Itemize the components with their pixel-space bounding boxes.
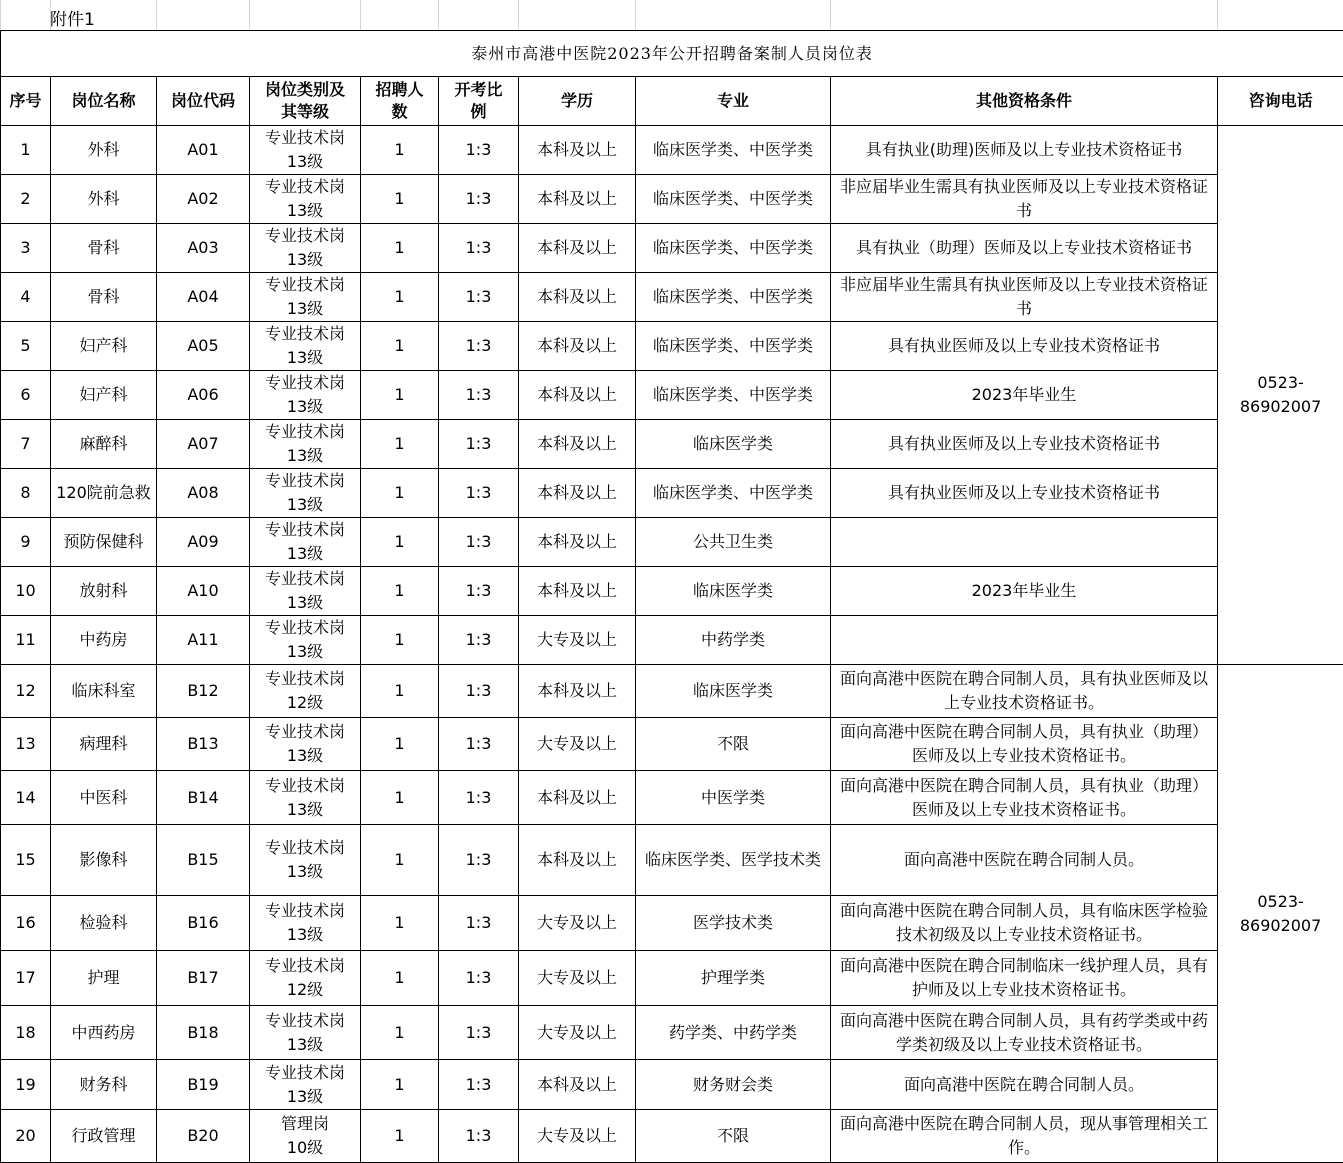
table-row [1,518,1343,567]
row-hires: 1 [361,896,439,951]
table-row [1,1006,1343,1060]
row-post-category-type: 专业技术岗 [265,838,345,857]
title-row [1,31,1343,77]
row-other-requirements [831,518,1218,567]
row-hires: 1 [361,718,439,771]
row-post-category-level: 13级 [287,1087,323,1106]
row-post-code: A01 [157,126,250,175]
table-row [1,1060,1343,1110]
row-post-category [250,665,361,718]
row-seq: 10 [1,567,51,616]
row-education: 本科及以上 [519,567,636,616]
row-ratio: 1:3 [439,1006,519,1060]
table-row [1,771,1343,825]
row-hires: 1 [361,224,439,273]
row-seq: 9 [1,518,51,567]
row-post-code: B19 [157,1060,250,1110]
row-post-code: B12 [157,665,250,718]
row-other-requirements: 非应届毕业生需具有执业医师及以上专业技术资格证书 [831,175,1218,224]
row-hires: 1 [361,1110,439,1163]
row-education: 本科及以上 [519,371,636,420]
row-post-category-level: 10级 [287,1138,323,1157]
row-post-code: A06 [157,371,250,420]
row-other-requirements: 面向高港中医院在聘合同制人员，具有药学类或中药学类初级及以上专业技术资格证书。 [831,1006,1218,1060]
row-post-category-level: 13级 [287,593,323,612]
row-post-category-type: 专业技术岗 [265,275,345,294]
row-hires: 1 [361,175,439,224]
row-seq: 20 [1,1110,51,1163]
row-hires: 1 [361,1060,439,1110]
row-other-requirements: 面向高港中医院在聘合同制人员，具有执业（助理）医师及以上专业技术资格证书。 [831,771,1218,825]
row-seq: 13 [1,718,51,771]
row-post-code: B13 [157,718,250,771]
row-post-category-type: 专业技术岗 [265,901,345,920]
spreadsheet-gridlines [0,0,1343,30]
row-other-requirements: 2023年毕业生 [831,371,1218,420]
row-education: 本科及以上 [519,469,636,518]
row-other-requirements: 面向高港中医院在聘合同制人员，具有执业医师及以上专业技术资格证书。 [831,665,1218,718]
row-ratio: 1:3 [439,224,519,273]
row-post-category-level: 13级 [287,746,323,765]
row-post-category [250,567,361,616]
row-ratio: 1:3 [439,665,519,718]
row-post-name: 护理 [51,951,157,1006]
row-post-category-level: 13级 [287,544,323,563]
row-post-category-type: 专业技术岗 [265,520,345,539]
row-post-category-type: 管理岗 [281,1114,329,1133]
row-post-category [250,420,361,469]
row-post-category-type: 专业技术岗 [265,569,345,588]
row-post-category-level: 13级 [287,642,323,661]
row-major: 临床医学类 [636,567,831,616]
row-seq: 8 [1,469,51,518]
row-post-code: A08 [157,469,250,518]
table-row [1,665,1343,718]
row-major: 不限 [636,718,831,771]
attachment-label: 附件1 [50,5,95,30]
table-row [1,420,1343,469]
row-education: 大专及以上 [519,616,636,665]
row-post-category [250,1110,361,1163]
table-row [1,616,1343,665]
row-major: 医学技术类 [636,896,831,951]
header-hires [361,77,439,126]
row-hires: 1 [361,420,439,469]
row-post-category-level: 13级 [287,495,323,514]
row-post-category-level: 13级 [287,397,323,416]
row-post-category-level: 13级 [287,862,323,881]
row-ratio: 1:3 [439,273,519,322]
row-post-name: 中药房 [51,616,157,665]
row-post-category-level: 13级 [287,152,323,171]
table-row [1,175,1343,224]
row-major: 财务财会类 [636,1060,831,1110]
row-ratio: 1:3 [439,896,519,951]
row-post-name: 财务科 [51,1060,157,1110]
row-other-requirements: 面向高港中医院在聘合同制人员，现从事管理相关工作。 [831,1110,1218,1163]
row-post-code: B15 [157,825,250,896]
phone-cell-group-a: 0523-86902007 [1218,126,1343,665]
row-major: 不限 [636,1110,831,1163]
row-education: 大专及以上 [519,718,636,771]
row-ratio: 1:3 [439,469,519,518]
row-education: 大专及以上 [519,1110,636,1163]
row-ratio: 1:3 [439,175,519,224]
header-seq: 序号 [1,77,51,126]
header-post-name: 岗位名称 [51,77,157,126]
row-post-category-type: 专业技术岗 [265,422,345,441]
row-major: 公共卫生类 [636,518,831,567]
page-title: 泰州市高港中医院2023年公开招聘备案制人员岗位表 [1,31,1343,77]
row-ratio: 1:3 [439,1060,519,1110]
row-education: 本科及以上 [519,322,636,371]
row-ratio: 1:3 [439,371,519,420]
row-post-category [250,126,361,175]
row-post-code: B16 [157,896,250,951]
row-hires: 1 [361,616,439,665]
row-education: 本科及以上 [519,518,636,567]
row-post-name: 妇产科 [51,322,157,371]
row-post-category-level: 13级 [287,299,323,318]
header-major: 专业 [636,77,831,126]
table-row [1,371,1343,420]
row-ratio: 1:3 [439,126,519,175]
row-other-requirements: 2023年毕业生 [831,567,1218,616]
row-post-category-level: 13级 [287,250,323,269]
row-major: 药学类、中药学类 [636,1006,831,1060]
header-ratio-line2: 例 [470,102,486,121]
phone-cell-group-b: 0523-86902007 [1218,665,1343,1163]
row-post-code: A11 [157,616,250,665]
row-post-name: 麻醉科 [51,420,157,469]
row-seq: 2 [1,175,51,224]
header-post-code: 岗位代码 [157,77,250,126]
row-post-name: 120院前急救 [51,469,157,518]
row-post-category-level: 13级 [287,201,323,220]
row-post-name: 中西药房 [51,1006,157,1060]
row-ratio: 1:3 [439,718,519,771]
row-post-category [250,322,361,371]
row-post-category-type: 专业技术岗 [265,324,345,343]
row-post-name: 骨科 [51,224,157,273]
row-other-requirements: 具有执业医师及以上专业技术资格证书 [831,420,1218,469]
row-hires: 1 [361,126,439,175]
header-post-category [250,77,361,126]
row-post-category-type: 专业技术岗 [265,722,345,741]
row-post-code: A04 [157,273,250,322]
row-ratio: 1:3 [439,825,519,896]
table-row [1,224,1343,273]
row-post-category-type: 专业技术岗 [265,669,345,688]
row-seq: 5 [1,322,51,371]
row-other-requirements: 具有执业医师及以上专业技术资格证书 [831,469,1218,518]
row-education: 大专及以上 [519,951,636,1006]
row-post-name: 影像科 [51,825,157,896]
row-post-category [250,1060,361,1110]
row-post-code: A03 [157,224,250,273]
header-other: 其他资格条件 [831,77,1218,126]
row-post-category [250,896,361,951]
row-major: 临床医学类、中医学类 [636,224,831,273]
row-hires: 1 [361,371,439,420]
row-education: 本科及以上 [519,665,636,718]
row-post-category-level: 13级 [287,348,323,367]
table-row [1,126,1343,175]
row-post-code: A10 [157,567,250,616]
header-hires-line1: 招聘人 [375,80,423,99]
row-post-category-type: 专业技术岗 [265,956,345,975]
row-major: 临床医学类、中医学类 [636,273,831,322]
row-other-requirements [831,616,1218,665]
header-hires-line2: 数 [391,102,407,121]
row-post-category-type: 专业技术岗 [265,776,345,795]
row-post-name: 妇产科 [51,371,157,420]
row-hires: 1 [361,567,439,616]
row-major: 临床医学类 [636,665,831,718]
row-ratio: 1:3 [439,322,519,371]
row-post-category-type: 专业技术岗 [265,1011,345,1030]
row-seq: 17 [1,951,51,1006]
row-other-requirements: 面向高港中医院在聘合同制临床一线护理人员，具有护师及以上专业技术资格证书。 [831,951,1218,1006]
row-post-code: B17 [157,951,250,1006]
header-ratio-line1: 开考比 [454,80,502,99]
row-seq: 16 [1,896,51,951]
row-seq: 4 [1,273,51,322]
table-row [1,469,1343,518]
row-post-category-level: 12级 [287,693,323,712]
row-major: 临床医学类、中医学类 [636,469,831,518]
row-seq: 18 [1,1006,51,1060]
row-other-requirements: 非应届毕业生需具有执业医师及以上专业技术资格证书 [831,273,1218,322]
row-other-requirements: 具有执业(助理)医师及以上专业技术资格证书 [831,126,1218,175]
row-post-category [250,616,361,665]
row-post-name: 检验科 [51,896,157,951]
row-other-requirements: 具有执业医师及以上专业技术资格证书 [831,322,1218,371]
row-post-category-type: 专业技术岗 [265,373,345,392]
table-row [1,825,1343,896]
row-post-category [250,175,361,224]
row-post-category [250,771,361,825]
row-education: 本科及以上 [519,224,636,273]
row-post-category [250,273,361,322]
row-other-requirements: 具有执业（助理）医师及以上专业技术资格证书 [831,224,1218,273]
row-post-code: B20 [157,1110,250,1163]
row-post-category-level: 13级 [287,1035,323,1054]
row-post-category [250,1006,361,1060]
row-other-requirements: 面向高港中医院在聘合同制人员。 [831,825,1218,896]
table-row [1,896,1343,951]
row-major: 临床医学类、医学技术类 [636,825,831,896]
row-hires: 1 [361,518,439,567]
row-post-category [250,224,361,273]
row-education: 本科及以上 [519,1060,636,1110]
row-seq: 1 [1,126,51,175]
row-major: 中药学类 [636,616,831,665]
row-post-code: B14 [157,771,250,825]
row-other-requirements: 面向高港中医院在聘合同制人员。 [831,1060,1218,1110]
row-post-name: 外科 [51,175,157,224]
table-row [1,951,1343,1006]
row-hires: 1 [361,951,439,1006]
row-ratio: 1:3 [439,1110,519,1163]
row-education: 本科及以上 [519,175,636,224]
row-major: 中医学类 [636,771,831,825]
row-post-name: 中医科 [51,771,157,825]
row-ratio: 1:3 [439,951,519,1006]
row-seq: 7 [1,420,51,469]
row-major: 护理学类 [636,951,831,1006]
header-post-category-line2: 其等级 [281,102,329,121]
job-positions-table [0,30,1343,1163]
row-seq: 11 [1,616,51,665]
row-major: 临床医学类、中医学类 [636,175,831,224]
row-ratio: 1:3 [439,518,519,567]
row-post-code: B18 [157,1006,250,1060]
row-hires: 1 [361,665,439,718]
row-education: 本科及以上 [519,825,636,896]
row-hires: 1 [361,469,439,518]
row-ratio: 1:3 [439,616,519,665]
row-other-requirements: 面向高港中医院在聘合同制人员，具有临床医学检验技术初级及以上专业技术资格证书。 [831,896,1218,951]
row-post-category-type: 专业技术岗 [265,177,345,196]
row-post-category [250,718,361,771]
row-post-code: A07 [157,420,250,469]
row-post-name: 行政管理 [51,1110,157,1163]
row-post-code: A05 [157,322,250,371]
row-post-code: A02 [157,175,250,224]
row-post-category-type: 专业技术岗 [265,618,345,637]
row-post-category-type: 专业技术岗 [265,226,345,245]
row-post-name: 病理科 [51,718,157,771]
table-row [1,273,1343,322]
header-ratio [439,77,519,126]
row-seq: 14 [1,771,51,825]
row-ratio: 1:3 [439,771,519,825]
row-post-category [250,518,361,567]
row-post-category-level: 13级 [287,800,323,819]
header-education: 学历 [519,77,636,126]
row-seq: 6 [1,371,51,420]
row-post-category [250,951,361,1006]
row-post-name: 外科 [51,126,157,175]
row-post-category-level: 13级 [287,925,323,944]
row-major: 临床医学类、中医学类 [636,371,831,420]
row-ratio: 1:3 [439,420,519,469]
row-other-requirements: 面向高港中医院在聘合同制人员，具有执业（助理）医师及以上专业技术资格证书。 [831,718,1218,771]
table-row [1,1110,1343,1163]
row-seq: 15 [1,825,51,896]
row-hires: 1 [361,771,439,825]
row-post-category [250,469,361,518]
row-education: 本科及以上 [519,420,636,469]
header-post-category-line1: 岗位类别及 [265,80,345,99]
row-seq: 3 [1,224,51,273]
table-row [1,322,1343,371]
row-hires: 1 [361,322,439,371]
header-row [1,77,1343,126]
row-hires: 1 [361,273,439,322]
table-row [1,718,1343,771]
row-post-code: A09 [157,518,250,567]
row-ratio: 1:3 [439,567,519,616]
row-seq: 12 [1,665,51,718]
row-post-category-type: 专业技术岗 [265,471,345,490]
row-post-name: 预防保健科 [51,518,157,567]
row-post-category-type: 专业技术岗 [265,1063,345,1082]
row-post-name: 放射科 [51,567,157,616]
header-phone: 咨询电话 [1218,77,1343,126]
row-post-name: 骨科 [51,273,157,322]
row-post-category [250,371,361,420]
row-major: 临床医学类、中医学类 [636,322,831,371]
row-post-category-level: 12级 [287,980,323,999]
row-education: 大专及以上 [519,1006,636,1060]
table-row [1,567,1343,616]
row-post-category-level: 13级 [287,446,323,465]
row-post-name: 临床科室 [51,665,157,718]
row-education: 大专及以上 [519,896,636,951]
row-education: 本科及以上 [519,126,636,175]
row-education: 本科及以上 [519,771,636,825]
row-major: 临床医学类 [636,420,831,469]
row-post-category-type: 专业技术岗 [265,128,345,147]
row-major: 临床医学类、中医学类 [636,126,831,175]
row-hires: 1 [361,1006,439,1060]
row-post-category [250,825,361,896]
row-seq: 19 [1,1060,51,1110]
row-hires: 1 [361,825,439,896]
row-education: 本科及以上 [519,273,636,322]
